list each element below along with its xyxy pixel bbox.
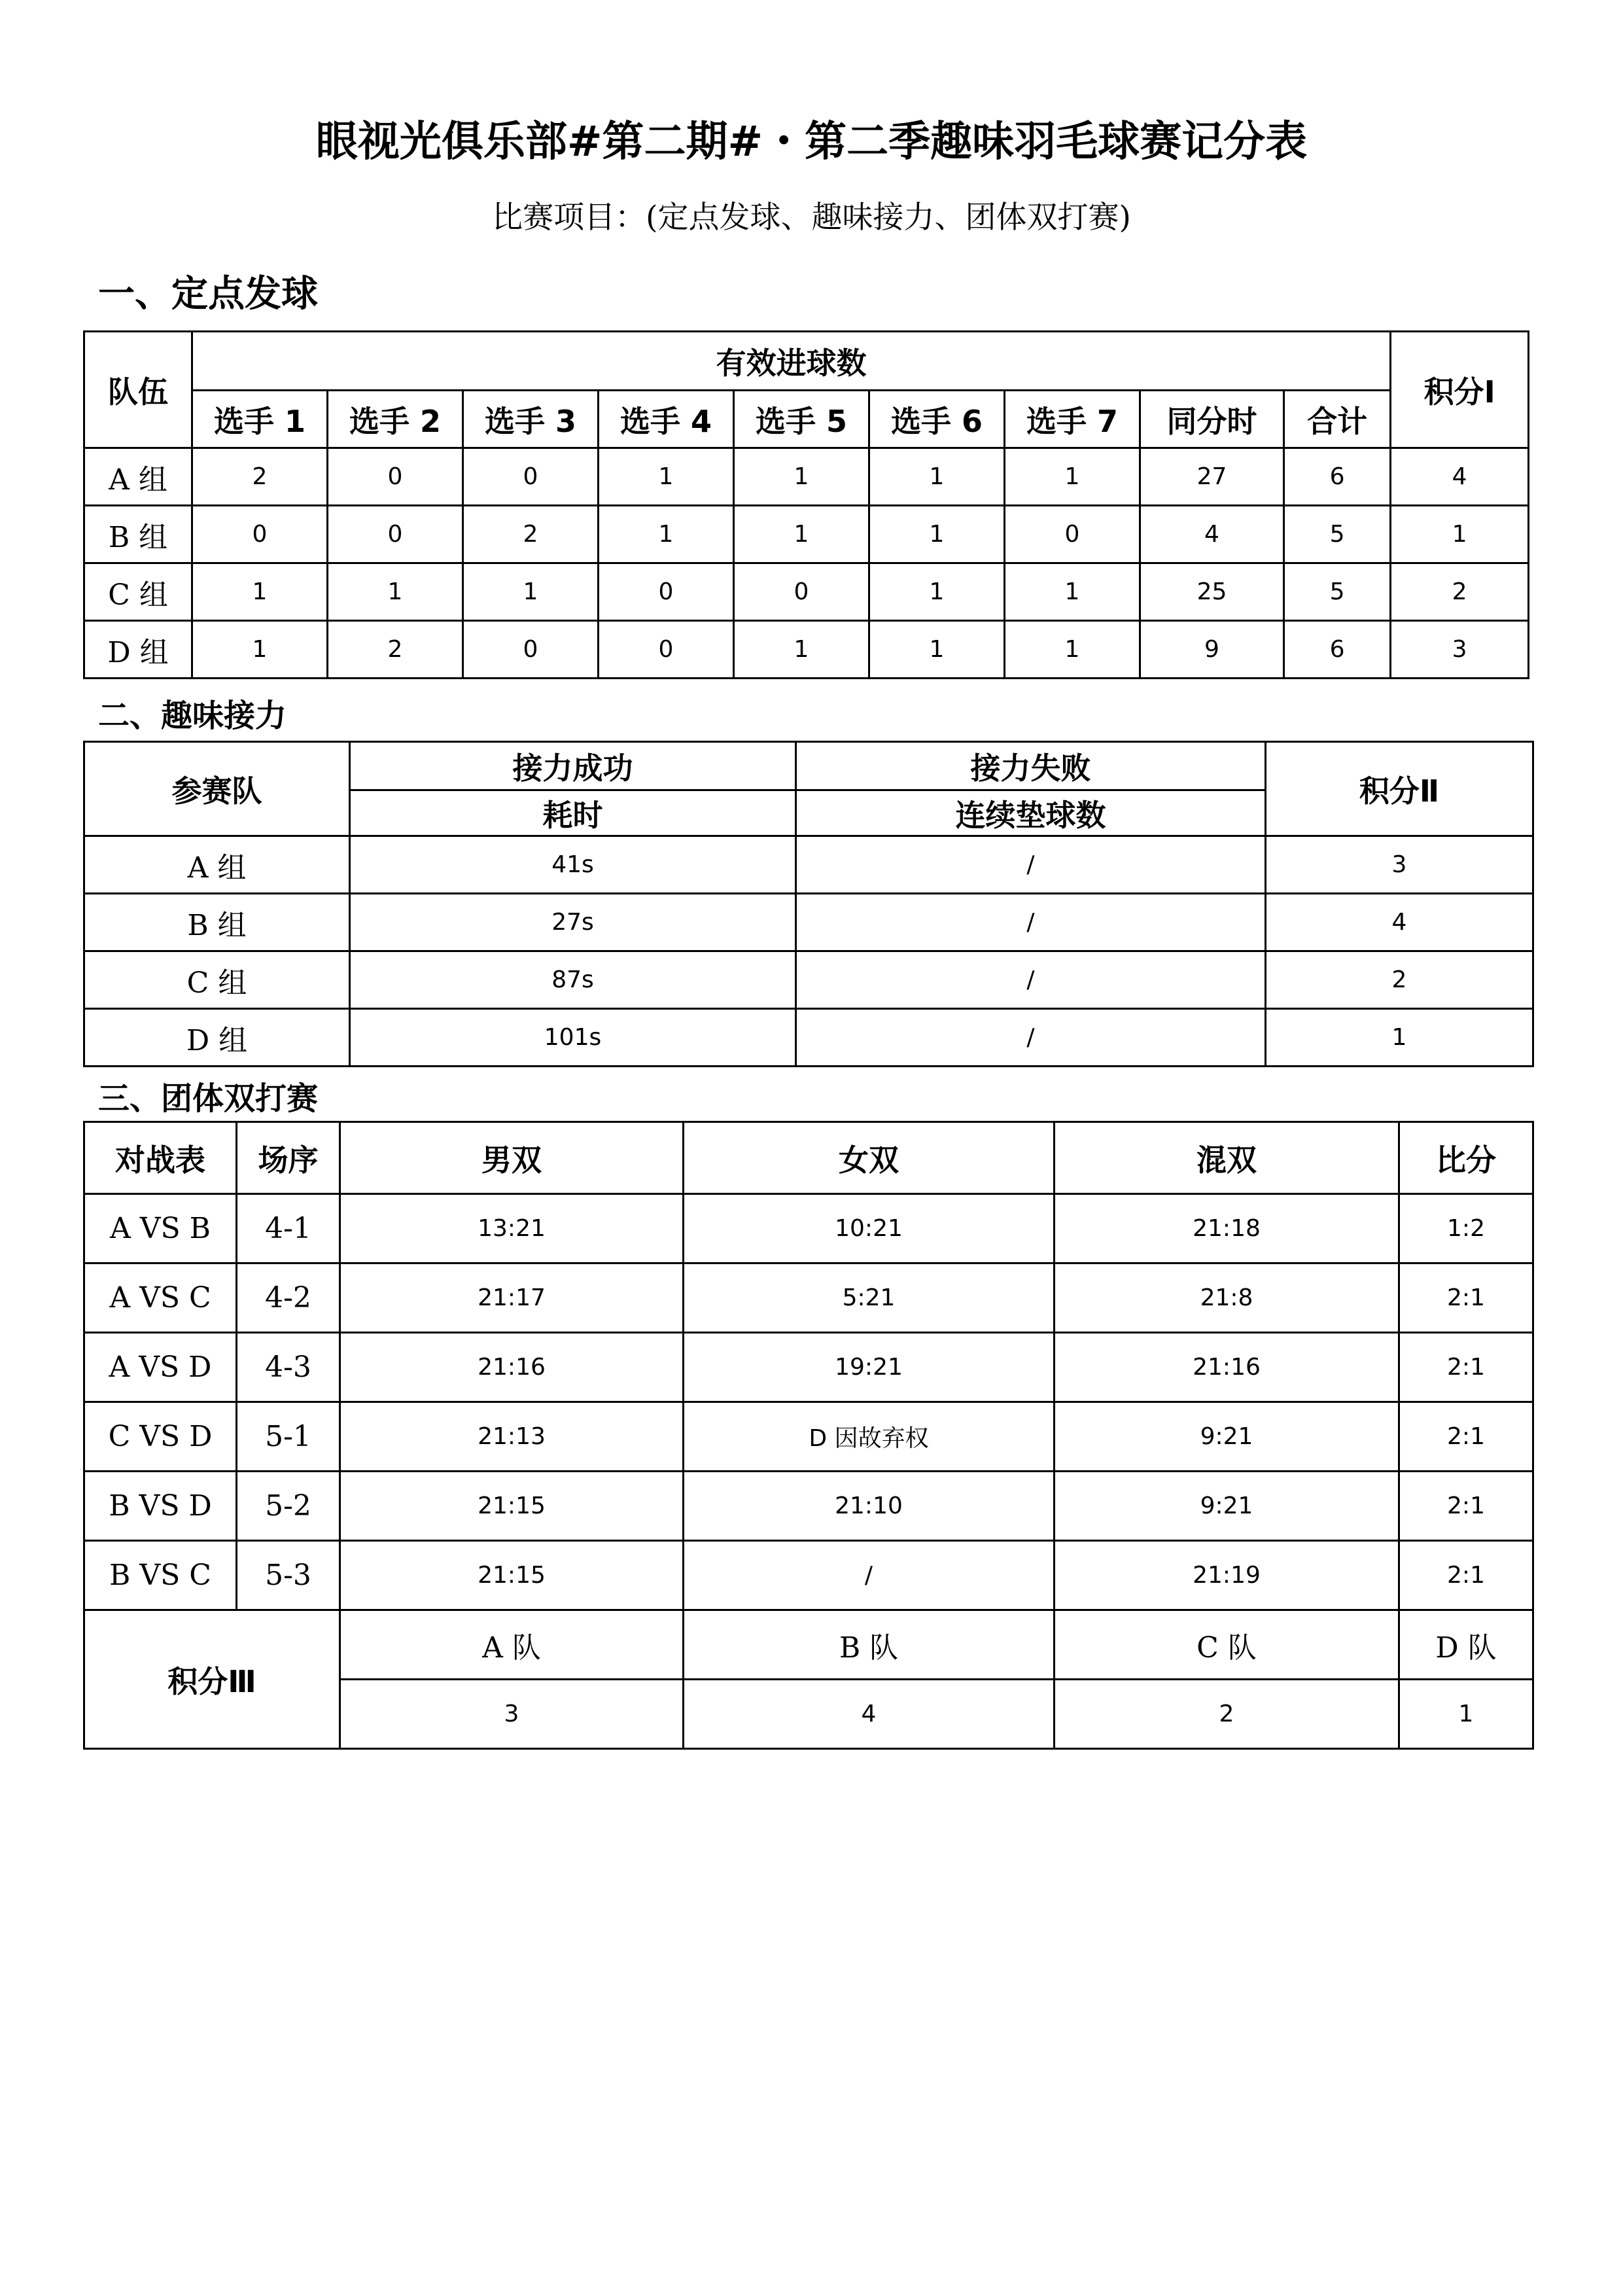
team-cell: D 组	[84, 1009, 350, 1067]
column-header: 选手 6	[869, 391, 1005, 448]
mens-cell: 21:16	[340, 1333, 684, 1402]
team-cell: A 组	[84, 448, 192, 506]
mens-cell: 21:15	[340, 1472, 684, 1541]
column-header: 同分时	[1140, 391, 1284, 448]
column-header: 合计	[1284, 391, 1391, 448]
score-cell: 4	[1266, 894, 1533, 951]
value-cell: 0	[599, 563, 734, 621]
team-header: 参赛队	[84, 742, 350, 836]
value-cell: 2	[328, 621, 463, 679]
page-subtitle: 比赛项目：(定点发球、趣味接力、团体双打赛)	[492, 200, 1131, 236]
team-cell: C 组	[84, 563, 192, 621]
score-cell: 1	[1266, 1009, 1533, 1067]
team-cell: A 组	[84, 836, 350, 894]
match-cell: A VS C	[84, 1263, 237, 1333]
column-header: 选手 1	[192, 391, 328, 448]
value-cell: 5	[1284, 506, 1391, 563]
mixed-cell: 21:16	[1055, 1333, 1399, 1402]
value-cell: 0	[463, 448, 599, 506]
match-cell: A VS D	[84, 1333, 237, 1402]
womens-cell: /	[684, 1541, 1055, 1610]
value-cell: 0	[599, 621, 734, 679]
column-header: 比分	[1399, 1122, 1533, 1194]
table-row	[84, 894, 1533, 951]
value-cell: 0	[734, 563, 869, 621]
score-cell: 2:1	[1399, 1402, 1533, 1472]
fail-cell: /	[796, 1009, 1266, 1067]
value-cell: 5	[1284, 563, 1391, 621]
team-label: A 队	[340, 1610, 684, 1680]
value-cell: 1	[869, 621, 1005, 679]
column-header: 对战表	[84, 1122, 237, 1194]
value-cell: 4	[1140, 506, 1284, 563]
column-header: 男双	[340, 1122, 684, 1194]
womens-cell: D 因故弃权	[684, 1402, 1055, 1472]
mixed-cell: 9:21	[1055, 1472, 1399, 1541]
relay-fail-header: 接力失败	[796, 742, 1266, 790]
value-cell: 1	[869, 563, 1005, 621]
womens-cell: 10:21	[684, 1194, 1055, 1263]
womens-cell: 5:21	[684, 1263, 1055, 1333]
match-cell: A VS B	[84, 1194, 237, 1263]
match-cell: B VS D	[84, 1472, 237, 1541]
order-cell: 5-2	[237, 1472, 340, 1541]
time-subheader: 耗时	[350, 790, 796, 836]
score-cell: 1	[1391, 506, 1529, 563]
team-label: B 队	[684, 1610, 1055, 1680]
score-header: 积分Ⅰ	[1391, 332, 1529, 448]
table-row	[84, 836, 1533, 894]
team-score: 2	[1055, 1680, 1399, 1749]
value-cell: 1	[1005, 621, 1140, 679]
match-cell: B VS C	[84, 1541, 237, 1610]
table-row	[84, 621, 1529, 679]
value-cell: 2	[463, 506, 599, 563]
score-cell: 2:1	[1399, 1541, 1533, 1610]
score-cell: 3	[1391, 621, 1529, 679]
valid-goals-header: 有效进球数	[192, 332, 1391, 391]
mens-cell: 13:21	[340, 1194, 684, 1263]
score-cell: 2:1	[1399, 1333, 1533, 1402]
score-cell: 2	[1391, 563, 1529, 621]
doubles-table	[83, 1121, 1534, 1750]
order-cell: 4-2	[237, 1263, 340, 1333]
value-cell: 0	[192, 506, 328, 563]
value-cell: 1	[599, 448, 734, 506]
serve-table	[83, 330, 1529, 679]
value-cell: 2	[192, 448, 328, 506]
match-cell: C VS D	[84, 1402, 237, 1472]
value-cell: 6	[1284, 448, 1391, 506]
value-cell: 1	[734, 621, 869, 679]
value-cell: 1	[463, 563, 599, 621]
mixed-cell: 21:18	[1055, 1194, 1399, 1263]
mens-cell: 21:15	[340, 1541, 684, 1610]
time-cell: 87s	[350, 951, 796, 1009]
score-cell: 1:2	[1399, 1194, 1533, 1263]
page-title: 眼视光俱乐部#第二期#・第二季趣味羽毛球赛记分表	[315, 118, 1308, 166]
table-row	[84, 1263, 1533, 1333]
score-cell: 2:1	[1399, 1472, 1533, 1541]
team-label: C 队	[1055, 1610, 1399, 1680]
fail-cell: /	[796, 836, 1266, 894]
value-cell: 1	[869, 448, 1005, 506]
order-cell: 5-3	[237, 1541, 340, 1610]
section-heading-serve: 一、定点发球	[98, 273, 318, 315]
column-header: 混双	[1055, 1122, 1399, 1194]
value-cell: 1	[192, 563, 328, 621]
value-cell: 9	[1140, 621, 1284, 679]
mens-cell: 21:13	[340, 1402, 684, 1472]
mixed-cell: 21:19	[1055, 1541, 1399, 1610]
column-header: 选手 5	[734, 391, 869, 448]
order-cell: 4-3	[237, 1333, 340, 1402]
value-cell: 6	[1284, 621, 1391, 679]
table-row	[84, 506, 1529, 563]
consecutive-subheader: 连续垫球数	[796, 790, 1266, 836]
score-cell: 2	[1266, 951, 1533, 1009]
value-cell: 0	[328, 448, 463, 506]
team-score: 4	[684, 1680, 1055, 1749]
column-header: 选手 2	[328, 391, 463, 448]
team-cell: C 组	[84, 951, 350, 1009]
table-row	[84, 1541, 1533, 1610]
time-cell: 101s	[350, 1009, 796, 1067]
table-row	[84, 448, 1529, 506]
column-header: 选手 4	[599, 391, 734, 448]
total-score-label: 积分Ⅲ	[84, 1610, 340, 1749]
column-header: 选手 3	[463, 391, 599, 448]
team-header: 队伍	[84, 332, 192, 448]
table-row	[84, 1009, 1533, 1067]
value-cell: 1	[1005, 563, 1140, 621]
score-cell: 4	[1391, 448, 1529, 506]
table-row	[84, 1402, 1533, 1472]
value-cell: 0	[328, 506, 463, 563]
team-label: D 队	[1399, 1610, 1533, 1680]
table-row	[84, 951, 1533, 1009]
mixed-cell: 9:21	[1055, 1402, 1399, 1472]
table-row	[84, 1333, 1533, 1402]
score-header: 积分Ⅱ	[1266, 742, 1533, 836]
column-header: 选手 7	[1005, 391, 1140, 448]
value-cell: 1	[869, 506, 1005, 563]
value-cell: 1	[1005, 448, 1140, 506]
value-cell: 1	[328, 563, 463, 621]
order-cell: 5-1	[237, 1402, 340, 1472]
section-heading-relay: 二、趣味接力	[98, 698, 287, 734]
score-cell: 3	[1266, 836, 1533, 894]
value-cell: 1	[192, 621, 328, 679]
time-cell: 41s	[350, 836, 796, 894]
value-cell: 27	[1140, 448, 1284, 506]
team-cell: D 组	[84, 621, 192, 679]
table-row	[84, 563, 1529, 621]
mens-cell: 21:17	[340, 1263, 684, 1333]
time-cell: 27s	[350, 894, 796, 951]
value-cell: 25	[1140, 563, 1284, 621]
fail-cell: /	[796, 894, 1266, 951]
table-row	[84, 1194, 1533, 1263]
order-cell: 4-1	[237, 1194, 340, 1263]
column-header: 场序	[237, 1122, 340, 1194]
team-score: 3	[340, 1680, 684, 1749]
score-cell: 2:1	[1399, 1263, 1533, 1333]
value-cell: 1	[734, 448, 869, 506]
column-header: 女双	[684, 1122, 1055, 1194]
womens-cell: 21:10	[684, 1472, 1055, 1541]
womens-cell: 19:21	[684, 1333, 1055, 1402]
team-cell: B 组	[84, 506, 192, 563]
value-cell: 0	[463, 621, 599, 679]
relay-success-header: 接力成功	[350, 742, 796, 790]
fail-cell: /	[796, 951, 1266, 1009]
value-cell: 0	[1005, 506, 1140, 563]
team-score: 1	[1399, 1680, 1533, 1749]
section-heading-doubles: 三、团体双打赛	[98, 1080, 319, 1117]
relay-table	[83, 741, 1534, 1067]
value-cell: 1	[734, 506, 869, 563]
value-cell: 1	[599, 506, 734, 563]
mixed-cell: 21:8	[1055, 1263, 1399, 1333]
table-row	[84, 1472, 1533, 1541]
team-cell: B 组	[84, 894, 350, 951]
